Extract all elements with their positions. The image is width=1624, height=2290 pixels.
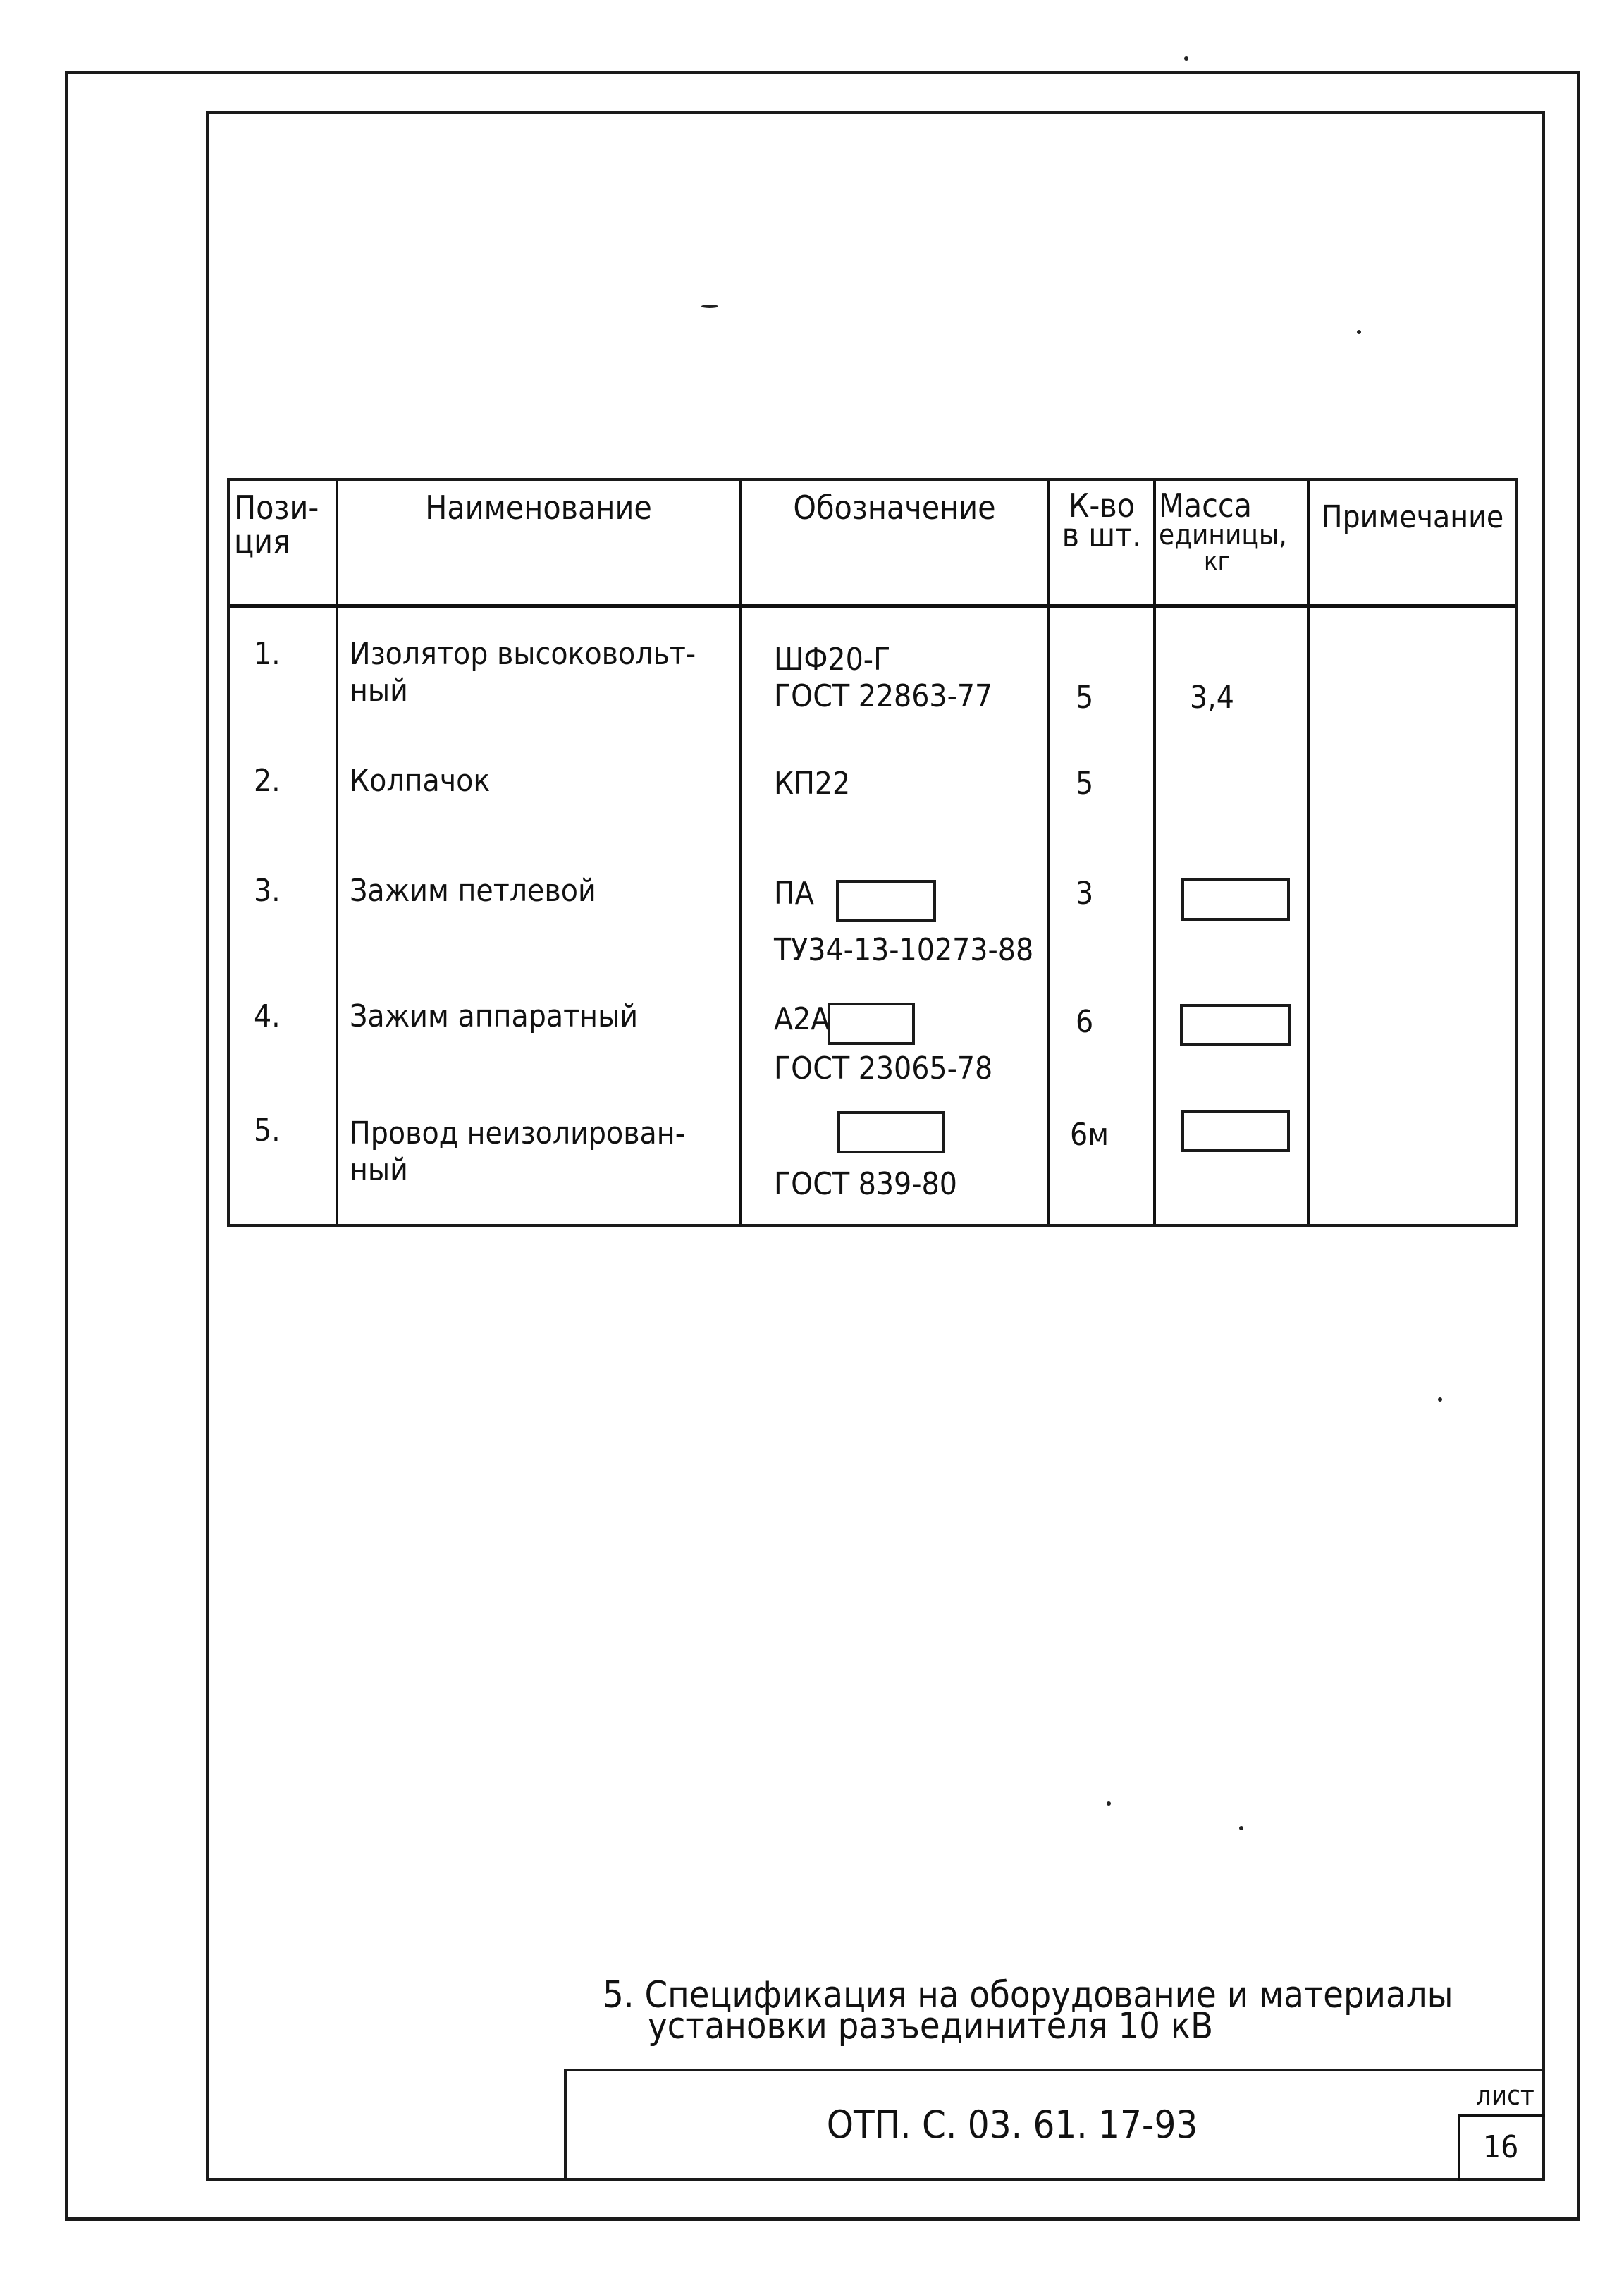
document-code: ОТП. С. 03. 61. 17-93 <box>826 2102 1198 2147</box>
row-3-qty: 3 <box>1076 876 1094 912</box>
header-mass: Масса единицы, кг <box>1159 486 1287 576</box>
row-1-mass: 3,4 <box>1190 680 1234 716</box>
row-5-designation-blank <box>837 1111 945 1153</box>
row-1-position: 1. <box>254 636 281 672</box>
row-2-name: Колпачок <box>350 763 491 799</box>
row-3-designation-code: ПА <box>774 876 814 912</box>
header-designation: Обозначение <box>793 489 996 527</box>
row-4-position: 4. <box>254 998 281 1034</box>
header-qty: К-во в шт. <box>1062 486 1142 554</box>
row-4-designation-blank <box>828 1003 915 1045</box>
sheet-number: 16 <box>1483 2129 1519 2165</box>
header-name: Наименование <box>425 489 652 527</box>
drawing-caption: 5. Спецификация на оборудование и материалы установки разъединителя 10 кВ <box>603 1974 1453 2047</box>
header-position: Пози- ция <box>234 489 319 561</box>
row-1-qty: 5 <box>1076 680 1094 716</box>
row-5-designation-standard: ГОСТ 839-80 <box>774 1166 957 1202</box>
specification-table <box>227 478 1518 1227</box>
row-4-designation-standard: ГОСТ 23065-78 <box>774 1051 993 1086</box>
row-5-name: Провод неизолирован- ный <box>350 1115 685 1188</box>
row-3-position: 3. <box>254 873 281 909</box>
row-5-qty: 6м <box>1070 1117 1109 1153</box>
scan-speck <box>1239 1826 1243 1830</box>
row-4-qty: 6 <box>1076 1004 1094 1040</box>
column-divider <box>739 481 742 1224</box>
scan-speck <box>1438 1397 1442 1402</box>
sheet-label: лист <box>1476 2080 1534 2111</box>
row-5-mass-blank <box>1181 1110 1290 1152</box>
column-divider <box>1153 481 1156 1224</box>
row-4-designation-code: А2А <box>774 1001 830 1037</box>
row-3-name: Зажим петлевой <box>350 873 596 909</box>
header-note: Примечание <box>1321 499 1504 535</box>
column-divider <box>1047 481 1050 1224</box>
row-3-designation-blank <box>836 880 936 922</box>
row-3-mass-blank <box>1181 878 1290 921</box>
row-3-designation-standard: ТУ34-13-10273-88 <box>774 932 1034 968</box>
column-divider <box>336 481 338 1224</box>
row-1-designation: ШФ20-Г ГОСТ 22863-77 <box>774 642 993 714</box>
scan-speck <box>701 305 718 308</box>
row-2-designation: КП22 <box>774 766 851 802</box>
row-4-name: Зажим аппаратный <box>350 998 639 1034</box>
row-2-position: 2. <box>254 763 281 799</box>
scan-speck <box>1107 1801 1111 1806</box>
scan-speck <box>1184 56 1188 61</box>
row-5-position: 5. <box>254 1113 281 1149</box>
sheet-cell-rule <box>1458 2114 1545 2117</box>
row-2-qty: 5 <box>1076 766 1094 802</box>
title-block <box>564 2069 1545 2181</box>
header-rule <box>230 604 1515 608</box>
sheet-cell-divider <box>1458 2114 1460 2181</box>
row-1-name: Изолятор высоковольт- ный <box>350 636 696 709</box>
column-divider <box>1307 481 1310 1224</box>
row-4-mass-blank <box>1180 1004 1291 1046</box>
scan-speck <box>1357 330 1361 334</box>
